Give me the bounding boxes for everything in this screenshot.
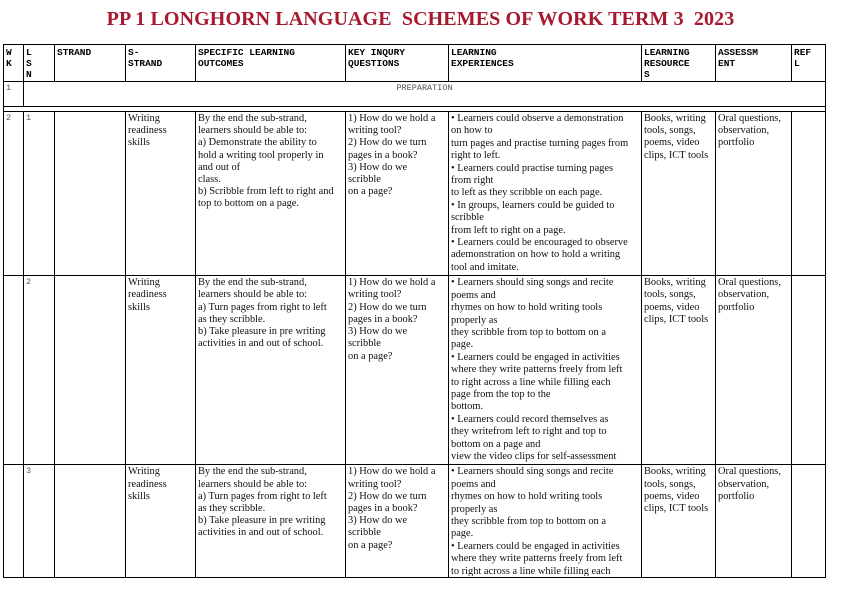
header-sub-strand: S- STRAND — [126, 45, 196, 82]
questions-cell: 1) How do we hold a writing tool? 2) How do we turn pages in a book? 3) How do we scribble on a page? — [346, 276, 449, 465]
prep-week: 1 — [4, 82, 24, 107]
sub-strand-cell: Writing readiness skills — [126, 112, 196, 276]
header-row — [4, 45, 826, 82]
week-cell — [4, 465, 24, 578]
header-questions: KEY INQURY QUESTIONS — [346, 45, 449, 82]
strand-cell — [55, 276, 126, 465]
assessment-cell: Oral questions, observation, portfolio — [716, 112, 792, 276]
reflection-cell — [792, 276, 826, 465]
table-row — [4, 276, 826, 465]
experiences-cell: • Learners could observe a demonstration on how to turn pages and practise turning pages from right to left. • Learners could practise turning pages from right to left as they scribble on each page. • In groups, learners could be guided to scribble from left to right on a page. • Learners could be encouraged to observe ademonstration on how to hold a writing tool and imitate. — [449, 112, 642, 276]
table-row — [4, 465, 826, 578]
assessment-cell: Oral questions, observation, portfolio — [716, 465, 792, 578]
resources-cell: Books, writing tools, songs, poems, video clips, ICT tools — [642, 112, 716, 276]
preparation-row — [4, 82, 826, 107]
outcomes-cell: By the end the sub-strand, learners should be able to: a) Demonstrate the ability to hold a writing tool properly in and out of class. b) Scribble from left to right and top to bottom on a page. — [196, 112, 346, 276]
table-row — [4, 112, 826, 276]
experiences-cell-wrap — [449, 465, 642, 578]
strand-cell — [55, 112, 126, 276]
reflection-cell — [792, 112, 826, 276]
header-experiences: LEARNING EXPERIENCES — [449, 45, 642, 82]
sub-strand-cell: Writing readiness skills — [126, 465, 196, 578]
questions-cell: 1) How do we hold a writing tool? 2) How do we turn pages in a book? 3) How do we scribble on a page? — [346, 465, 449, 578]
header-outcomes: SPECIFIC LEARNING OUTCOMES — [196, 45, 346, 82]
header-strand: STRAND — [55, 45, 126, 82]
questions-cell: 1) How do we hold a writing tool? 2) How do we turn pages in a book? 3) How do we scribble on a page? — [346, 112, 449, 276]
reflection-cell — [792, 465, 826, 578]
lesson-cell: 1 — [24, 112, 55, 276]
outcomes-cell: By the end the sub-strand, learners should be able to: a) Turn pages from right to left as they scribble. b) Take pleasure in pre writing activities in and out of school. — [196, 465, 346, 578]
schemes-of-work-table — [3, 44, 826, 578]
lesson-cell: 3 — [24, 465, 55, 578]
strand-cell — [55, 465, 126, 578]
page-title: PP 1 LONGHORN LANGUAGE SCHEMES OF WORK TERM 3 2023 — [106, 8, 735, 30]
prep-label: PREPARATION — [24, 82, 826, 107]
header-resources: LEARNING RESOURCE S — [642, 45, 716, 82]
experiences-cell: • Learners should sing songs and recite poems and rhymes on how to hold writing tools properly as they scribble from top to bottom on a page. • Learners could be engaged in activities where they write patterns freely from left to right across a line while filling each page from the top to the bottom. • Learners could record themselves as they writefrom left to right and top to bottom on a page and view the video clips for self-assessment — [449, 276, 642, 465]
header-assessment: ASSESSM ENT — [716, 45, 792, 82]
resources-cell: Books, writing tools, songs, poems, video clips, ICT tools — [642, 465, 716, 578]
assessment-cell: Oral questions, observation, portfolio — [716, 276, 792, 465]
week-cell: 2 — [4, 112, 24, 276]
resources-cell: Books, writing tools, songs, poems, video clips, ICT tools — [642, 276, 716, 465]
week-cell — [4, 276, 24, 465]
header-lsn: L S N — [24, 45, 55, 82]
outcomes-cell: By the end the sub-strand, learners should be able to: a) Turn pages from right to left as they scribble. b) Take pleasure in pre writing activities in and out of school. — [196, 276, 346, 465]
header-refl: REF L — [792, 45, 826, 82]
lesson-cell: 2 — [24, 276, 55, 465]
sub-strand-cell: Writing readiness skills — [126, 276, 196, 465]
header-wk: W K — [4, 45, 24, 82]
experiences-cell: • Learners should sing songs and recite poems and rhymes on how to hold writing tools properly as they scribble from top to bottom on a page. • Learners could be engaged in activities where they write patterns freely from left to right across a line while filling each — [451, 466, 623, 577]
